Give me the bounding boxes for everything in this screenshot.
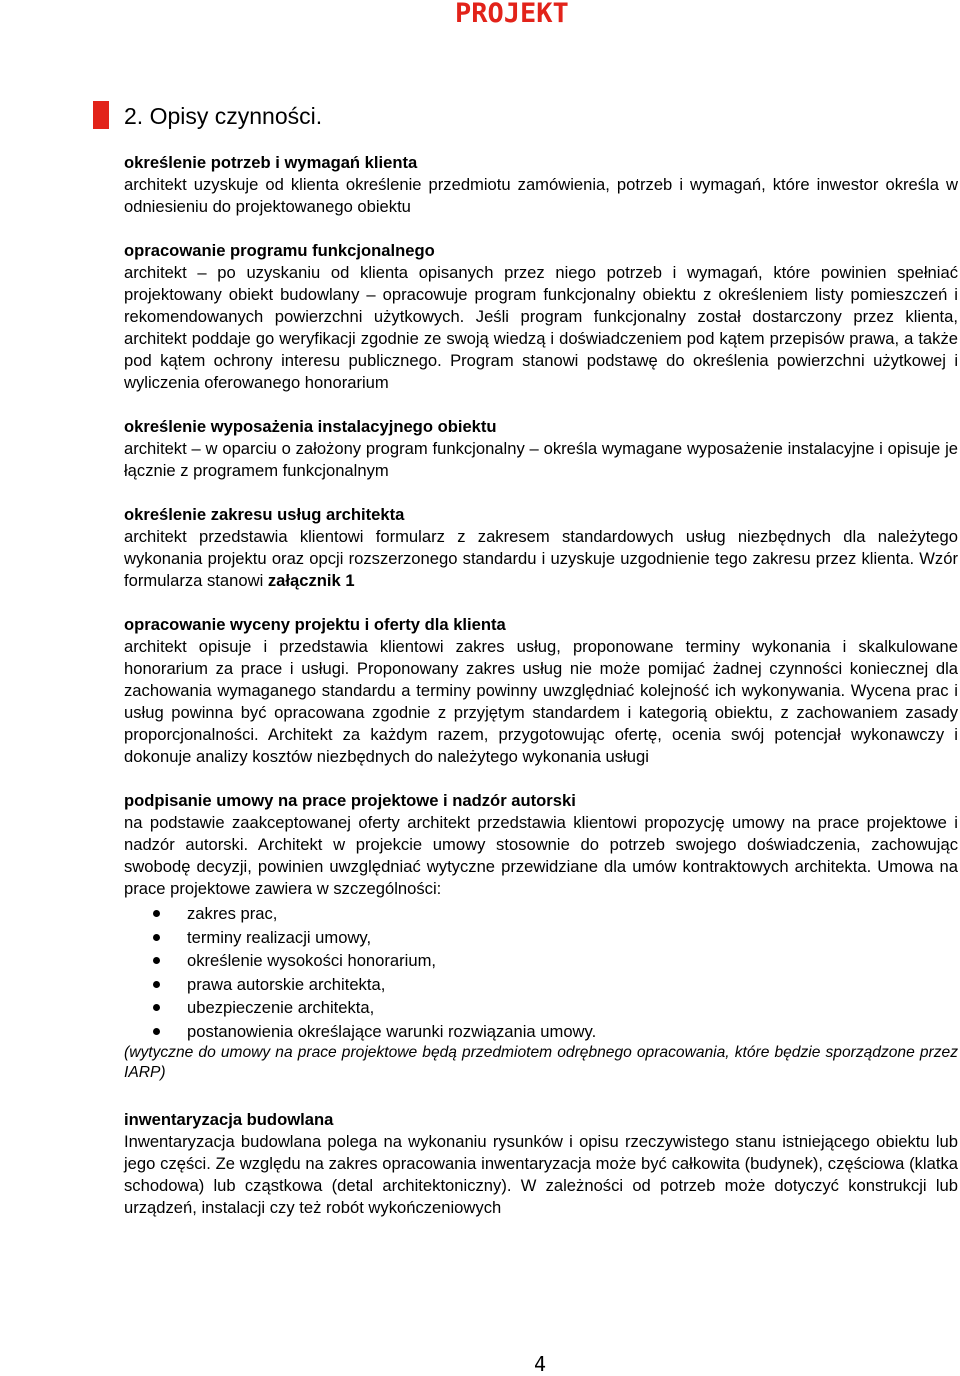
list-item: postanowienia określające warunki rozwiązania umowy.: [124, 1020, 958, 1044]
block-heading: określenie wyposażenia instalacyjnego obiektu: [124, 417, 497, 436]
block-scope: [124, 504, 958, 592]
section-marker: [93, 101, 109, 129]
list-item: ubezpieczenie architekta,: [124, 996, 958, 1020]
block-text: na podstawie zaakceptowanej oferty architekt przedstawia klientowi propozycję umowy na prace projektowe i nadzór autorski. Architekt w projekcie umowy stosownie do potrzeb swojego doświadczenia, zachowując swobodę decyzji, powinien uwzględniać wytyczne przewidziane dla umów kontraktowych architekta. Umowa na prace projektowe zawiera w szczególności:: [124, 813, 958, 898]
document-body: [124, 152, 958, 1241]
block-inventory: [124, 1109, 958, 1219]
block-heading: opracowanie wyceny projektu i oferty dla klienta: [124, 615, 506, 634]
block-text-main: architekt przedstawia klientowi formularz z zakresem standardowych usług niezbędnych dla należytego wykonania projektu oraz opcji rozszerzonego standardu i uzyskuje uzgodnienie tego zakresu przez klienta. Wzór formularza stanowi: [124, 527, 958, 590]
page-number: 4: [534, 1352, 547, 1376]
block-heading: opracowanie programu funkcjonalnego: [124, 241, 435, 260]
block-heading: określenie zakresu usług architekta: [124, 505, 405, 524]
block-text: architekt – po uzyskaniu od klienta opisanych przez niego potrzeb i wymagań, które powinien spełniać projektowany obiekt budowlany – opracowuje program funkcjonalny obiektu z określeniem listy pomieszczeń i rekomendowanych powierzchni użytkowych. Jeśli program funkcjonalny został dostarczony przez klienta, architekt poddaje go weryfikacji zgodnie ze swoją wiedzą i doświadczeniem pod kątem przepisów prawa, a także pod kątem ochrony interesu publicznego. Program stanowi podstawę do określenia powierzchni użytkowej i wyliczenia oferowanego honorarium: [124, 263, 958, 392]
section-title: 2. Opisy czynności.: [124, 103, 323, 129]
block-text: Inwentaryzacja budowlana polega na wykonaniu rysunków i opisu rzeczywistego stanu istniejącego obiektu lub jego części. Ze względu na zakres opracowania inwentaryzacja może być całkowita (budynek), częściowa (klatka schodowa) lub cząstkowa (detal architektoniczny). W zależności od potrzeb może dotyczyć konstrukcji lub urządzeń, instalacji czy też robót wykończeniowych: [124, 1132, 958, 1217]
block-text: [124, 526, 958, 592]
block-functional-program: [124, 240, 958, 394]
list-item: terminy realizacji umowy,: [124, 926, 958, 950]
block-text: architekt – w oparciu o założony program funkcjonalny – określa wymagane wyposażenie instalacyjne i opisuje je łącznie z programem funkcjonalnym: [124, 439, 958, 480]
attachment-reference: załącznik 1: [267, 571, 355, 590]
block-heading: podpisanie umowy na prace projektowe i nadzór autorski: [124, 791, 576, 810]
block-text: architekt opisuje i przedstawia klientowi zakres usług, proponowane terminy wykonania i skalkulowane honorarium za prace i usługi. Proponowany zakres usług nie może pomijać żadnej czynności koniecznej dla zachowania wymaganego standardu a terminy powinny uwzględniać kolejność ich wykonywania. Wycena prac i usług powinna być opracowana zgodnie z przyjętym standardem i kategorią obiektu, z zachowaniem zasady proporcjonalności. Architekt za każdym razem, przygotowując ofertę, ocenia swój potencjał wykonawczy i dokonuje analizy kosztów niezbędnych do należytego wykonania usługi: [124, 637, 958, 766]
contract-note: (wytyczne do umowy na prace projektowe będą przedmiotem odrębnego opracowania, które będzie sporządzone przez IARP): [124, 1044, 958, 1081]
list-item: prawa autorskie architekta,: [124, 973, 958, 997]
block-heading: określenie potrzeb i wymagań klienta: [124, 153, 418, 172]
contract-items-list: [124, 902, 958, 1043]
block-installations: [124, 416, 958, 482]
list-item: zakres prac,: [124, 902, 958, 926]
list-item: określenie wysokości honorarium,: [124, 949, 958, 973]
block-text: architekt uzyskuje od klienta określenie przedmiotu zamówienia, potrzeb i wymagań, które inwestor określa w odniesieniu do projektowanego obiektu: [124, 175, 958, 216]
block-needs: [124, 152, 958, 218]
block-heading: inwentaryzacja budowlana: [124, 1110, 334, 1129]
block-pricing: [124, 614, 958, 768]
block-contract: [124, 790, 958, 1083]
header-title: PROJEKT: [455, 0, 569, 29]
